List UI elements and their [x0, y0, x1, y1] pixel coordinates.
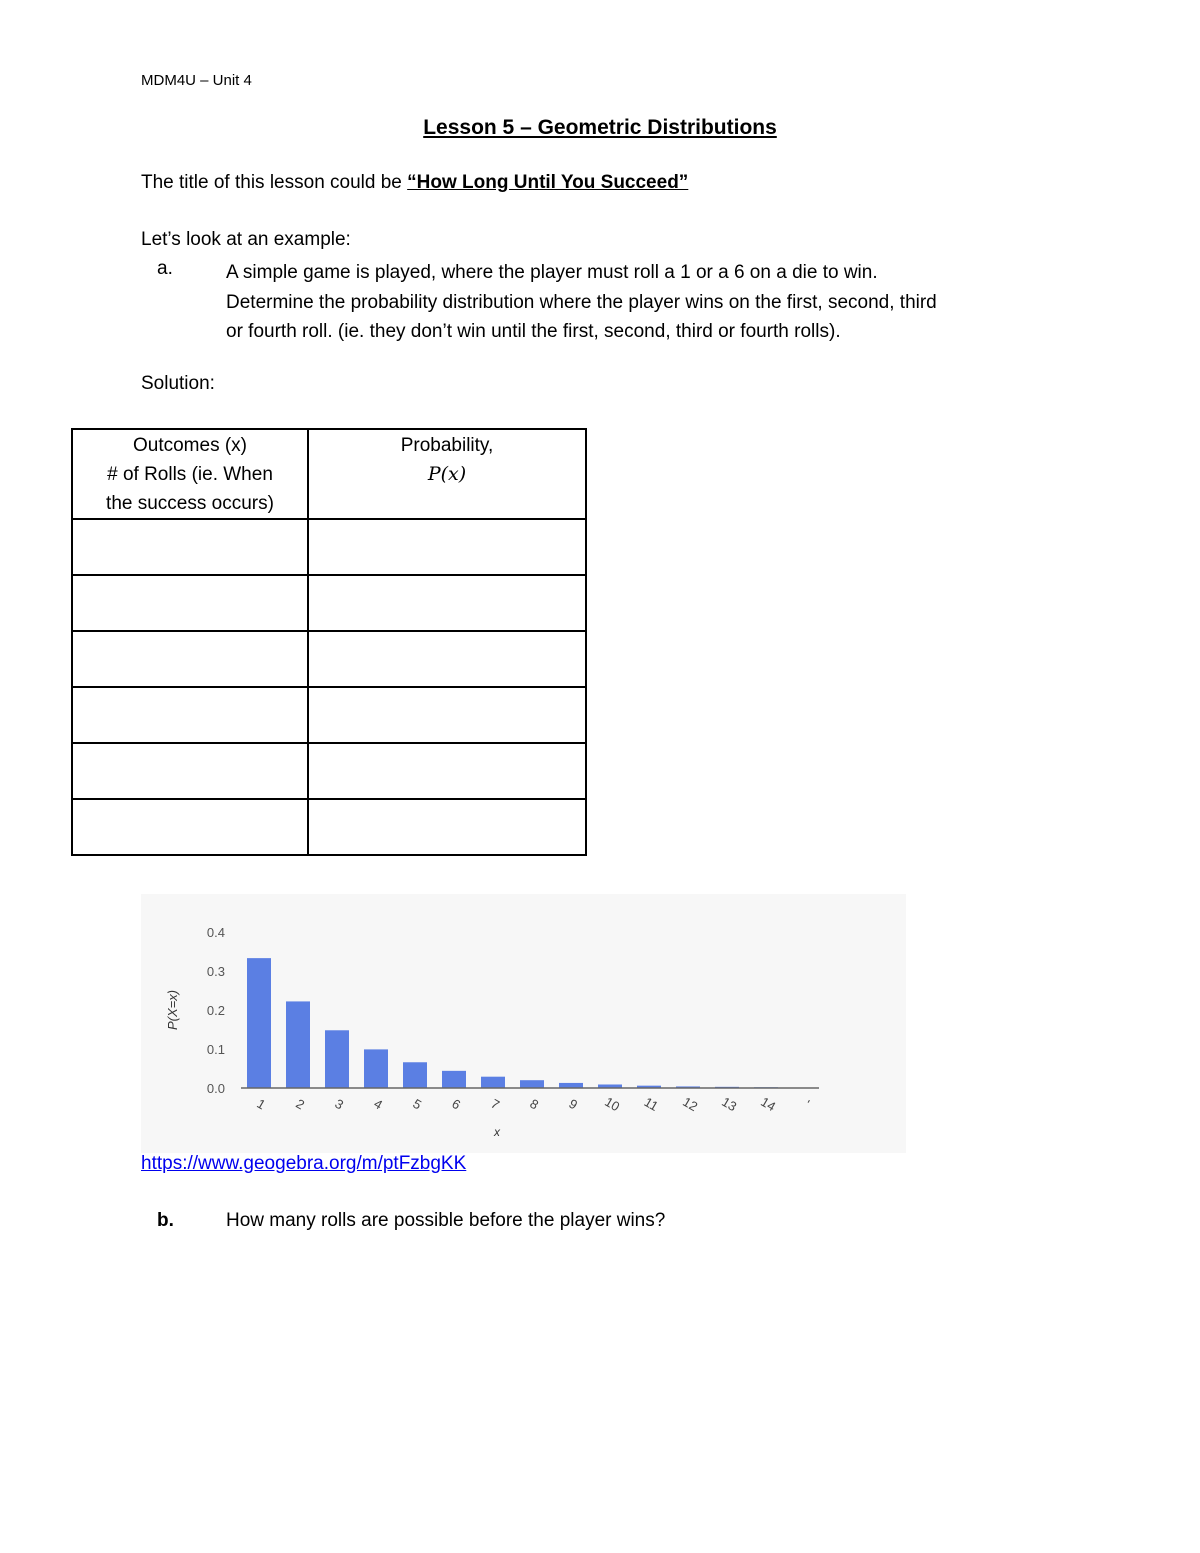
bar	[403, 1062, 427, 1088]
x-tick-label: '	[802, 1096, 813, 1112]
outcome-cell[interactable]	[72, 575, 308, 631]
table-row	[72, 687, 586, 743]
geogebra-link[interactable]: https://www.geogebra.org/m/ptFzbgKK	[141, 1153, 467, 1174]
bar	[325, 1030, 349, 1088]
question-a-line: Determine the probability distribution where the player wins on the first, second, third	[226, 291, 937, 313]
x-tick-label: 13	[719, 1093, 740, 1115]
table-row	[72, 631, 586, 687]
outcome-cell[interactable]	[72, 519, 308, 575]
intro-quote: “How Long Until You Succeed”	[407, 172, 689, 193]
page-header: MDM4U – Unit 4	[141, 72, 252, 89]
x-tick-label: 6	[449, 1095, 464, 1113]
intro-prefix: The title of this lesson could be	[141, 172, 408, 193]
geometric-distribution-chart	[141, 894, 906, 1153]
header-line: the success occurs)	[106, 493, 274, 514]
y-tick-label: 0.4	[206, 925, 225, 940]
table-row	[72, 743, 586, 799]
bar	[442, 1071, 466, 1088]
question-a-label: a.	[157, 258, 173, 279]
question-b-label: b.	[157, 1210, 174, 1231]
outcome-cell[interactable]	[72, 799, 308, 855]
x-tick-label: 5	[410, 1095, 425, 1113]
header-line: # of Rolls (ie. When	[107, 464, 273, 485]
intro-text	[141, 172, 688, 194]
bar	[286, 1001, 310, 1088]
lesson-title: Lesson 5 – Geometric Distributions	[423, 116, 777, 139]
question-b-text: How many rolls are possible before the player wins?	[226, 1210, 666, 1231]
probability-cell[interactable]	[308, 519, 586, 575]
probability-cell[interactable]	[308, 743, 586, 799]
x-tick-label: 14	[758, 1093, 779, 1115]
question-a-text	[226, 258, 1086, 347]
probability-cell[interactable]	[308, 687, 586, 743]
x-tick-label: 8	[527, 1095, 542, 1113]
question-a-line: A simple game is played, where the player must roll a 1 or a 6 on a die to win.	[226, 262, 878, 283]
y-tick-label: 0.3	[206, 964, 225, 979]
x-tick-label: 2	[293, 1095, 308, 1113]
x-tick-label: 7	[488, 1095, 503, 1113]
probability-cell[interactable]	[308, 799, 586, 855]
x-tick-label: 3	[332, 1095, 347, 1113]
probability-cell[interactable]	[308, 631, 586, 687]
header-math: P(x)	[427, 463, 467, 485]
x-tick-label: 9	[566, 1095, 581, 1113]
outcome-cell[interactable]	[72, 631, 308, 687]
example-intro: Let’s look at an example:	[141, 229, 351, 250]
probability-header	[308, 429, 586, 519]
x-tick-label: 1	[254, 1095, 269, 1113]
x-tick-label: 10	[602, 1093, 623, 1115]
question-a-line: or fourth roll. (ie. they don’t win until the first, second, third or fourth rolls).	[226, 321, 841, 342]
table-row	[72, 575, 586, 631]
bar	[559, 1083, 583, 1088]
header-line: Outcomes (x)	[132, 435, 248, 456]
outcome-cell[interactable]	[72, 687, 308, 743]
table-row	[72, 519, 586, 575]
bar	[481, 1077, 505, 1088]
solution-table	[71, 428, 587, 856]
chart-svg	[141, 894, 906, 1153]
bar	[247, 958, 271, 1088]
y-axis-label: P(X=x)	[165, 989, 180, 1031]
bar	[364, 1049, 388, 1088]
outcome-cell[interactable]	[72, 743, 308, 799]
x-tick-label: 4	[371, 1095, 386, 1113]
bar	[520, 1080, 544, 1088]
table-row	[72, 799, 586, 855]
x-tick-label: 11	[641, 1094, 661, 1114]
y-tick-label: 0.2	[206, 1003, 225, 1018]
outcomes-header	[72, 429, 308, 519]
x-axis-label: x	[494, 1125, 500, 1139]
header-line: Probability,	[400, 435, 494, 456]
probability-cell[interactable]	[308, 575, 586, 631]
y-tick-label: 0.0	[206, 1081, 225, 1096]
y-tick-label: 0.1	[206, 1042, 225, 1057]
solution-label: Solution:	[141, 373, 215, 394]
x-tick-label: 12	[680, 1093, 701, 1115]
